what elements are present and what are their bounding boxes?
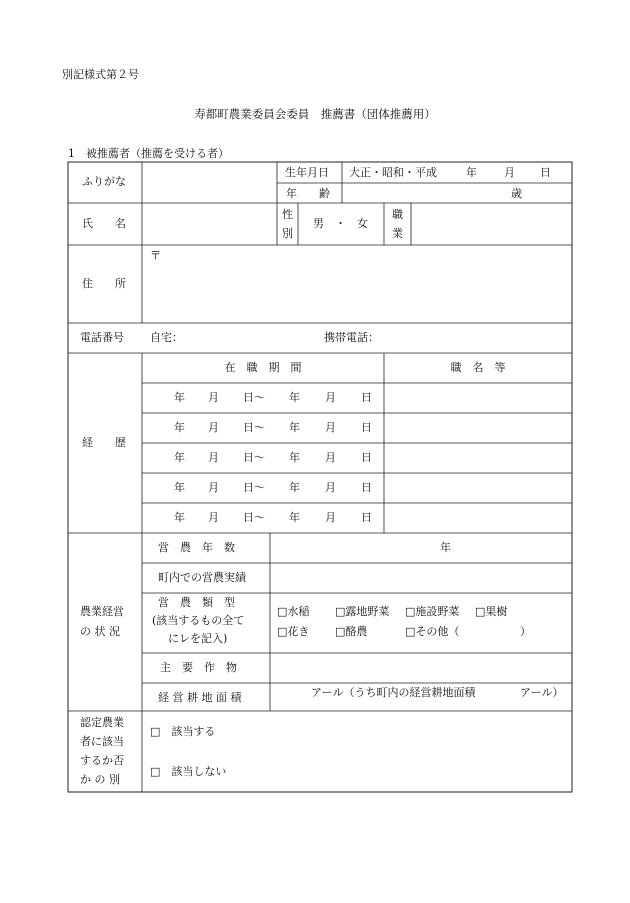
career-row-2-m2: 月 — [325, 421, 336, 434]
mobile-phone-label: 携帯電話： — [324, 331, 379, 344]
career-row-4-y2: 年 — [289, 481, 300, 494]
farming-years-unit: 年 — [440, 541, 451, 554]
career-row-3-m2: 月 — [325, 451, 336, 464]
career-row-5-m1: 月 — [208, 511, 219, 524]
birthdate-label: 生年月日 — [285, 166, 329, 179]
type-fruit-trees-checkbox[interactable]: □果樹 — [475, 605, 508, 618]
career-title-header: 職 名 等 — [450, 361, 506, 374]
type-dairy-checkbox[interactable]: □酪農 — [335, 625, 368, 638]
career-row-2-y2: 年 — [289, 421, 300, 434]
career-row-4-y1: 年 — [174, 481, 185, 494]
address-label: 住 所 — [82, 277, 126, 290]
birth-year-unit: 年 — [466, 166, 477, 179]
career-row-5-d1: 日〜 — [243, 511, 265, 524]
job-label-top: 職 — [392, 208, 403, 221]
career-row-5-m2: 月 — [325, 511, 336, 524]
career-row-2-d2: 日 — [361, 421, 372, 434]
career-row-4-d1: 日〜 — [243, 481, 265, 494]
career-row-5-y2: 年 — [289, 511, 300, 524]
career-row-1-y1: 年 — [174, 391, 185, 404]
postal-mark: 〒 — [150, 249, 161, 262]
career-row-3-m1: 月 — [208, 451, 219, 464]
type-flowers-checkbox[interactable]: □花き — [277, 625, 310, 638]
farming-type-label-3: にレを記入) — [168, 632, 228, 645]
main-crops-label: 主 要 作 物 — [160, 661, 237, 674]
farming-label-bottom: の 状 況 — [80, 625, 120, 638]
section-heading: 1 被推薦者（推薦を受ける者） — [68, 147, 229, 160]
career-label: 経 歴 — [82, 436, 126, 449]
age-label: 年 齢 — [286, 187, 330, 200]
sex-label-top: 性 — [282, 208, 293, 221]
farming-label-top: 農業経営 — [80, 605, 124, 618]
farming-type-label-1: 営 農 類 型 — [158, 596, 235, 609]
career-row-2-m1: 月 — [208, 421, 219, 434]
certified-label-2: 者に該当 — [80, 735, 124, 748]
career-row-4-d2: 日 — [361, 481, 372, 494]
birth-day-unit: 日 — [540, 166, 551, 179]
type-other-checkbox[interactable]: □その他（ — [405, 625, 460, 638]
name-label: 氏 名 — [82, 217, 126, 230]
farming-years-label: 営 農 年 数 — [158, 541, 235, 554]
career-row-5-y1: 年 — [174, 511, 185, 524]
certified-yes-checkbox[interactable]: □ 該当する — [150, 725, 216, 738]
type-other-close-paren: ） — [520, 625, 531, 638]
career-row-3-y2: 年 — [289, 451, 300, 464]
career-row-3-d2: 日 — [361, 451, 372, 464]
career-period-header: 在 職 期 間 — [224, 361, 302, 374]
farmland-area-text: アール（うち町内の経営耕地面積 — [311, 686, 476, 699]
document-title: 寿都町農業委員会委員 推薦書（団体推薦用） — [194, 107, 436, 121]
sex-options: 男 ・ 女 — [313, 217, 368, 230]
form-label: 別記様式第２号 — [62, 68, 139, 81]
age-unit: 歳 — [511, 187, 522, 200]
career-row-3-d1: 日〜 — [243, 451, 265, 464]
type-rice-checkbox[interactable]: □水稲 — [277, 605, 310, 618]
career-row-1-d2: 日 — [361, 391, 372, 404]
career-row-1-y2: 年 — [289, 391, 300, 404]
furigana-label: ふりがな — [82, 175, 126, 188]
career-row-2-d1: 日〜 — [243, 421, 265, 434]
career-row-3-y1: 年 — [174, 451, 185, 464]
career-row-1-d1: 日〜 — [243, 391, 265, 404]
certified-label-1: 認定農業 — [80, 716, 124, 729]
birth-month-unit: 月 — [504, 166, 515, 179]
sex-label-bottom: 別 — [282, 227, 293, 240]
job-label-bottom: 業 — [392, 227, 403, 240]
home-phone-label: 自宅： — [150, 331, 183, 344]
career-row-4-m1: 月 — [208, 481, 219, 494]
certified-label-3: するか否 — [80, 754, 124, 767]
farmland-area-unit: アール） — [520, 686, 564, 699]
type-greenhouse-vegetables-checkbox[interactable]: □施設野菜 — [405, 605, 460, 618]
career-row-1-m1: 月 — [208, 391, 219, 404]
era-options: 大正・昭和・平成 — [349, 166, 437, 179]
certified-label-4: か の 別 — [80, 773, 120, 786]
farmland-area-label: 経 営 耕 地 面 積 — [158, 691, 242, 704]
certified-no-checkbox[interactable]: □ 該当しない — [150, 765, 227, 778]
farming-type-label-2: (該当するもの全て — [152, 614, 245, 627]
career-row-1-m2: 月 — [325, 391, 336, 404]
phone-label: 電話番号 — [80, 331, 124, 344]
career-row-2-y1: 年 — [174, 421, 185, 434]
career-row-4-m2: 月 — [325, 481, 336, 494]
type-open-field-vegetables-checkbox[interactable]: □露地野菜 — [335, 605, 390, 618]
career-row-5-d2: 日 — [361, 511, 372, 524]
farming-record-label: 町内での営農実績 — [158, 571, 246, 584]
